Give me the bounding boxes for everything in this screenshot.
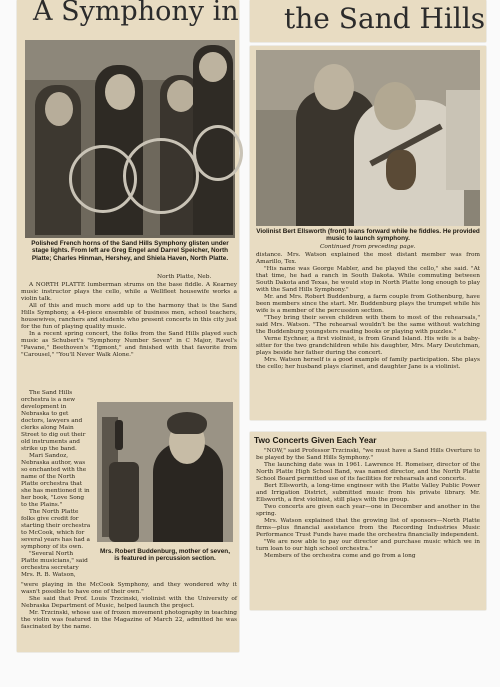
continued-note: Continued from preceding page. bbox=[320, 244, 416, 250]
right-bottom-clipping bbox=[250, 432, 486, 610]
paragraph: The launching date was in 1961. Lawrence H. Romeiser, director of the North Platte High School Band, was named director, and the North Platte School Board permitted use of its facilities for rehearsals and concerts. bbox=[256, 462, 480, 482]
percussion-photo bbox=[97, 402, 233, 542]
article-intro bbox=[21, 282, 237, 390]
article-right bbox=[256, 252, 480, 416]
paragraph: "Several North Platte musicians," said orchestra secretary Mrs. R. B. Watson, bbox=[21, 551, 88, 578]
headline-left: A Symphony in bbox=[33, 0, 239, 27]
article-concerts bbox=[256, 448, 480, 606]
paragraph: Mrs. Watson herself is a good example of family participation. She plays the cello; her husband plays clarinet, and daughter Jane is a violinist. bbox=[256, 357, 480, 370]
paragraph: All of this and much more add up to the harmony that is the Sand Hills Symphony, a 44-piece ensemble of business men, school teachers, housewives, ranchers and students who present concerts in this city just for the fun of playing quality music. bbox=[21, 303, 237, 330]
paragraph: Mr. Trzcinski, whose use of frozen movement photography in teaching the violin was featured in the Magazine of March 22, admitted he was fascinated by the name. bbox=[21, 610, 237, 630]
paragraph: "His name was George Mabler, and he played the cello," she said. "At that time, he had a ranch in South Dakota. While commuting between South Dakota and Texas, he would stop in North Platte long enough to play with the Sand Hills Symphony." bbox=[256, 266, 480, 293]
dateline: North Platte, Neb. bbox=[157, 274, 212, 280]
paragraph: distance. Mrs. Watson explained the most distant member was from Amarillo, Tex. bbox=[256, 252, 480, 265]
paragraph: In a recent spring concert, the folks from the Sand Hills played such music as Schubert's "Symphony Number Seven" in C Major, Ravel's "Pavane," Beethoven's "Egmont," and finished with that favorite from "Carousel," "You'll Never Walk Alone." bbox=[21, 331, 237, 358]
photo3-caption: Mrs. Robert Buddenburg, mother of seven, is featured in percussion section. bbox=[100, 548, 230, 563]
paragraph: A NORTH PLATTE lumberman strums on the base fiddle. A Kearney music instructor plays the cello, while a Wellfleet housewife works a violin talk. bbox=[21, 282, 237, 302]
paragraph: "were playing in the McCook Symphony, and they wondered why it wasn't possible to have one of their own." bbox=[21, 582, 237, 595]
left-clipping bbox=[17, 0, 239, 652]
paragraph: "We are now able to pay our director and purchase music which we in turn loan to our high school orchestra." bbox=[256, 539, 480, 552]
paragraph: "They bring their seven children with them to most of the rehearsals," said Mrs. Watson. "The rehearsal wouldn't be the same without watching the Buddenburg youngsters reading books or playing with puzzles." bbox=[256, 315, 480, 335]
paragraph: Mrs. Watson explained that the growing list of sponsors—North Platte firms—plus financial assistance from the Recording Industries Music Performance Trust Funds have made the orchestra financially independent. bbox=[256, 518, 480, 538]
subhead: Two Concerts Given Each Year bbox=[254, 435, 377, 445]
paragraph: Mr. and Mrs. Robert Buddenburg, a farm couple from Gothenburg, have been members since the start. Mr. Buddenburg plays the trumpet while his wife is a member of the percussion section. bbox=[256, 294, 480, 314]
paragraph: Bert Ellsworth, a long-time engineer with the Platte Valley Public Power and Irrigation District, submitted music from his private library. Mr. Ellsworth, a first violinist, still plays with the group. bbox=[256, 483, 480, 503]
photo1-caption: Polished French horns of the Sand Hills Symphony glisten under stage lights. From left are Greg Engel and Darrel Speicher, North Platte; Charles Hinman, Hershey, and Shiela Haven, North Platte. bbox=[31, 240, 229, 262]
paragraph: Mari Sandoz, Nebraska author, was so enchanted with the name of the North Platte orchestra that she has mentioned it in her book, "Love Song to the Plains." bbox=[21, 453, 90, 508]
paragraph: "NOW," said Professor Trzcinski, "we must have a Sand Hills Overture to be played by the Sand Hills Symphony." bbox=[256, 448, 480, 461]
photo2-caption: Violinist Bert Ellsworth (front) leans forward while he fiddles. He provided music to launch symphony. bbox=[256, 228, 480, 243]
article-bottom bbox=[21, 582, 237, 646]
paragraph: She said that Prof. Louis Trzcinski, violinist with the University of Nebraska Department of Music, helped launch the project. bbox=[21, 596, 237, 609]
right-headline-strip bbox=[250, 0, 486, 42]
violinist-photo bbox=[256, 50, 480, 226]
article-left-column bbox=[21, 390, 91, 578]
paragraph: Verne Eychner, a first violinist, is from Grand Island. His wife is a baby-sitter for the two grandchildren while his daughter, Mrs. Mary Deutchman, plays beside her father during the concert. bbox=[256, 336, 480, 356]
headline-right: the Sand Hills bbox=[284, 2, 486, 35]
paragraph: The Sand Hills orchestra is a new development in Nebraska to get doctors, lawyers and clerks along Main Street to dig out their old instruments and strike up the band. bbox=[21, 390, 86, 452]
paragraph: Members of the orchestra come and go from a long bbox=[264, 553, 416, 559]
right-top-clipping bbox=[250, 46, 486, 420]
french-horns-photo bbox=[25, 40, 235, 238]
paragraph: Two concerts are given each year—one in December and another in the spring. bbox=[256, 504, 480, 517]
paragraph: The North Platte folks give credit for starting their orchestra to McCook, which for several years has had a symphony of its own. bbox=[21, 509, 91, 550]
